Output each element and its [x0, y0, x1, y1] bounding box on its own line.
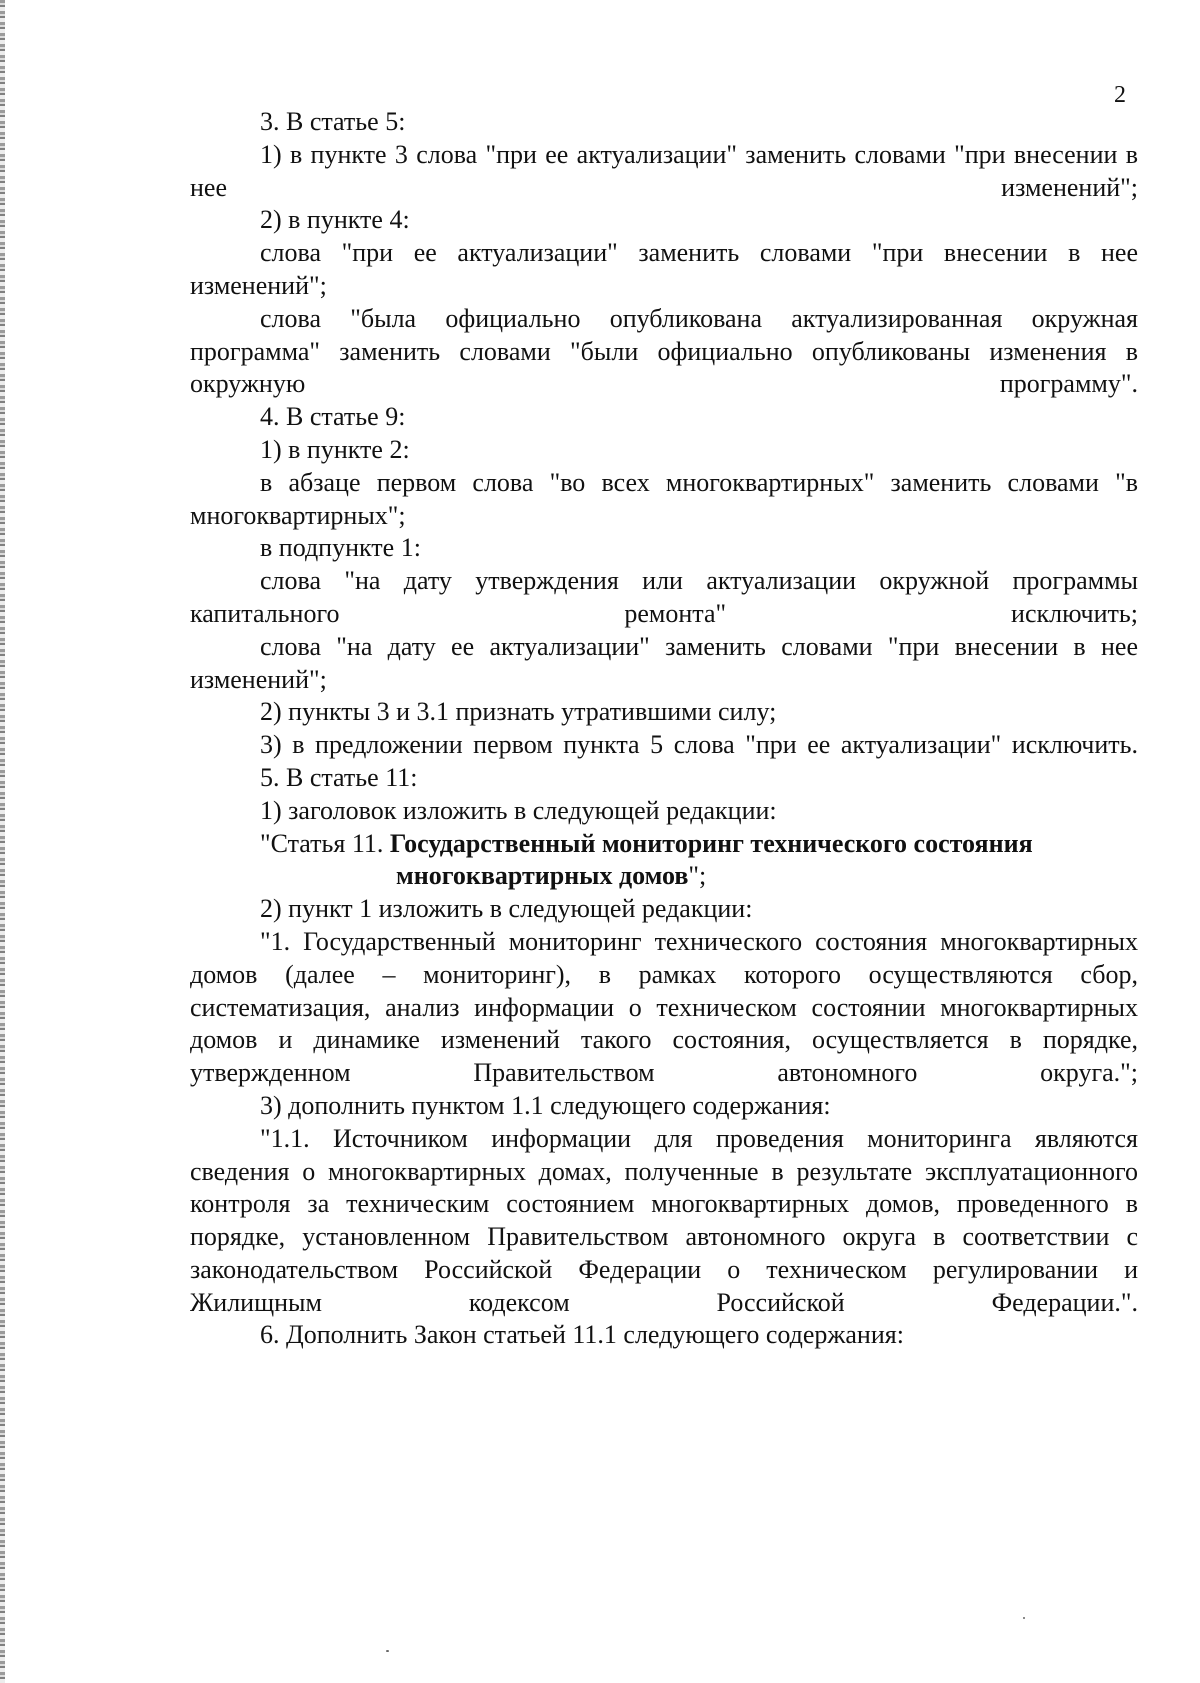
- paragraph-art6-heading: 6. Дополнить Закон статьей 11.1 следующего содержания:: [260, 1320, 904, 1350]
- paragraph-art9-item1: 1) в пункте 2:: [260, 434, 410, 464]
- paragraph-art9-item3: 3) в предложении первом пункта 5 слова "при ее актуализации" исключить.: [260, 730, 1138, 760]
- paragraph-art11-item2: 2) пункт 1 изложить в следующей редакции:: [260, 894, 753, 924]
- paragraph-art5-heading: 3. В статье 5:: [260, 107, 406, 136]
- article-11-title-line2: многоквартирных домов: [396, 861, 689, 891]
- paragraph-art9-item1-abzac: в абзаце первом слова "во всех многоквартирных" заменить словами "в многоквартирных";: [190, 467, 1138, 530]
- document-body: [190, 106, 1138, 1352]
- article-11-title: [190, 828, 1138, 894]
- paragraph-art5-item2-words1: слова "при ее актуализации" заменить словами "при внесении в нее изменений";: [190, 238, 1138, 300]
- scan-speck: [1023, 1617, 1025, 1619]
- scan-speck: [386, 1650, 389, 1652]
- scan-left-edge: [0, 0, 5, 1683]
- paragraph-art9-subitem1-words1: слова "на дату утверждения или актуализации окружной программы капитального ремонта" исключить;: [190, 566, 1138, 628]
- paragraph-art5-item2-words2: слова "была официально опубликована актуализированная окружная программа" заменить словами "были официально опубликованы изменения в окружную программу".: [190, 303, 1138, 399]
- paragraph-art9-heading: 4. В статье 9:: [260, 402, 406, 432]
- article-11-suffix: ";: [688, 861, 707, 891]
- paragraph-art11-item2-text: "1. Государственный мониторинг технического состояния многоквартирных домов (далее – мониторинг), в рамках которого осуществляются сбор, систематизация, анализ информации о техническом состоянии многоквартирных домов и динамике изменений такого состояния, осуществляется в порядке, утвержденном Правительством автономного округа.";: [190, 926, 1138, 1088]
- paragraph-art9-subitem1-words2: слова "на дату ее актуализации" заменить словами "при внесении в нее изменений";: [190, 631, 1138, 694]
- paragraph-art11-item1: 1) заголовок изложить в следующей редакции:: [260, 795, 777, 825]
- article-11-prefix: "Статья 11.: [260, 828, 390, 858]
- paragraph-art5-item1: 1) в пункте 3 слова "при ее актуализации" заменить словами "при внесении в нее изменений";: [190, 139, 1138, 202]
- paragraph-art9-subitem1: в подпункте 1:: [260, 533, 421, 563]
- paragraph-art5-item2: 2) в пункте 4:: [260, 205, 410, 235]
- article-11-title-line1: Государственный мониторинг технического состояния: [389, 828, 1033, 858]
- paragraph-art9-item2: 2) пункты 3 и 3.1 признать утратившими силу;: [260, 697, 777, 727]
- paragraph-art11-item3: 3) дополнить пунктом 1.1 следующего содержания:: [260, 1090, 831, 1120]
- paragraph-art11-heading: 5. В статье 11:: [260, 762, 418, 792]
- paragraph-art11-item3-text: "1.1. Источником информации для проведения мониторинга являются сведения о многоквартирных домах, полученные в результате эксплуатационного контроля за техническим состоянием многоквартирных домов, проведенного в порядке, установленном Правительством автономного округа в соответствии с законодательством Российской Федерации о техническом регулировании и Жилищным кодексом Российской Федерации.".: [190, 1123, 1138, 1317]
- page-number: 2: [1114, 82, 1126, 108]
